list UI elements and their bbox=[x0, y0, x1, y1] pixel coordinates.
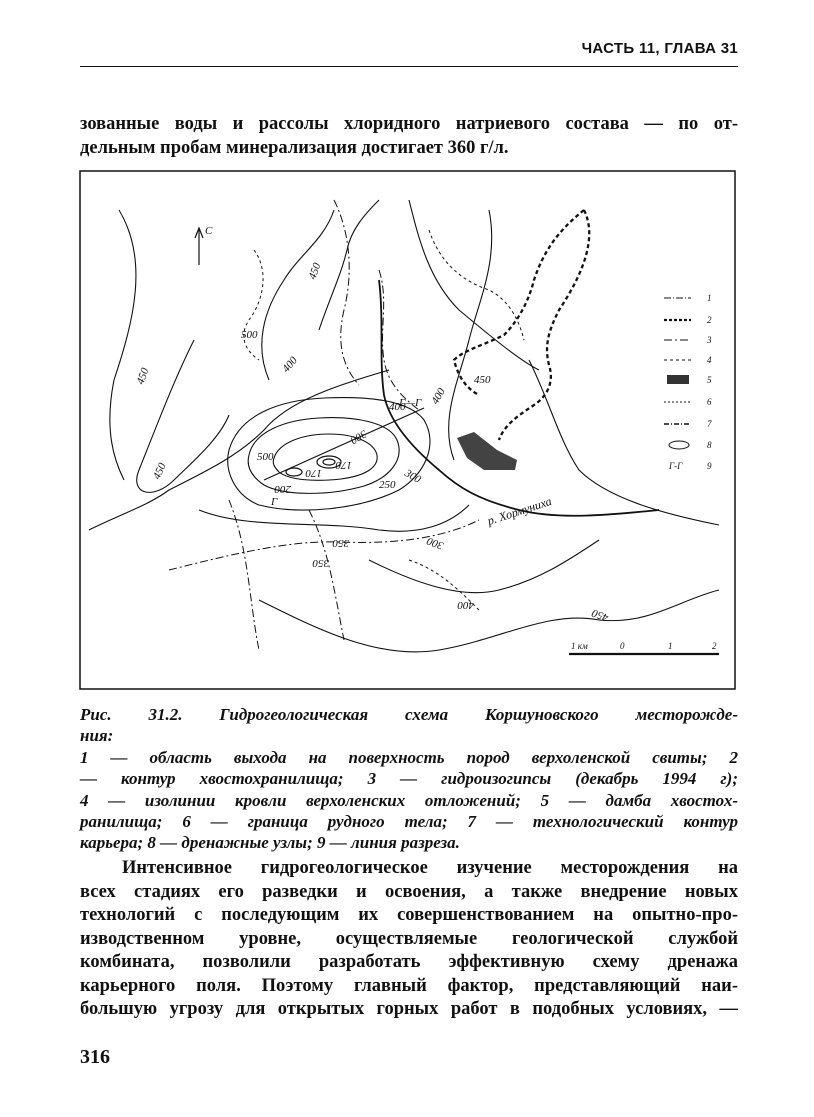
legend-item bbox=[664, 419, 712, 429]
contour-label: 500 bbox=[241, 329, 258, 341]
text-line: изводственном уровне, осуществляемые геологической службой bbox=[80, 928, 738, 949]
intro-paragraph bbox=[80, 113, 738, 160]
roof-isoline bbox=[244, 250, 263, 360]
caption-line: ния: bbox=[80, 726, 114, 746]
caption-line: карьера; 8 — дренажные узлы; 9 — линия разреза. bbox=[80, 833, 460, 853]
contour-line bbox=[110, 210, 136, 480]
contour-label: 450 bbox=[590, 606, 611, 624]
drainage-node bbox=[286, 468, 302, 476]
contour-label: 500 bbox=[257, 451, 274, 463]
legend-item bbox=[668, 461, 712, 471]
hydrogeological-map-figure bbox=[79, 170, 736, 690]
contour-line bbox=[449, 210, 492, 460]
contour-label: 400 bbox=[457, 599, 474, 611]
dam-hatch-area bbox=[457, 432, 517, 470]
legend-item bbox=[667, 375, 712, 385]
contour-line bbox=[199, 505, 469, 531]
contour-line bbox=[529, 360, 719, 525]
tailings-pond-contour bbox=[454, 210, 589, 440]
caption-line: — контур хвостохранилища; 3 — гидроизогипсы (декабрь 1994 г); bbox=[80, 769, 738, 789]
page-number: 316 bbox=[80, 1046, 110, 1068]
contour-label: 350 bbox=[312, 557, 329, 569]
tailings-dam bbox=[457, 432, 517, 470]
text-line: комбината, позволили разработать эффективную схему дренажа bbox=[80, 952, 738, 972]
tailings-contour-line bbox=[499, 210, 589, 440]
contour-value-labels bbox=[135, 261, 610, 624]
contour-label: 200 bbox=[274, 483, 291, 495]
contour-label: 300 bbox=[348, 427, 369, 447]
legend-number: 5 bbox=[707, 375, 712, 385]
contour-line bbox=[369, 540, 599, 593]
legend-number: 3 bbox=[707, 335, 712, 345]
groundwater-isohypses bbox=[169, 200, 479, 650]
legend-number: 9 bbox=[707, 461, 712, 471]
scale-bar bbox=[569, 641, 719, 654]
river-label: р. Хормуниха bbox=[485, 493, 554, 528]
text-line: Интенсивное гидрогеологическое изучение месторождения на bbox=[122, 858, 738, 878]
text-line: технологий с последующим их совершенствованием на опытно-про- bbox=[80, 905, 738, 925]
text-line: зованные воды и рассолы хлоридного натриевого состава — по от- bbox=[80, 114, 738, 134]
legend-symbol bbox=[667, 375, 689, 384]
north-arrow bbox=[195, 225, 213, 265]
north-label: С bbox=[205, 225, 213, 237]
drainage-node bbox=[323, 459, 335, 465]
running-head: ЧАСТЬ 11, ГЛАВА 31 bbox=[581, 40, 738, 57]
map-frame bbox=[80, 171, 735, 689]
legend-symbol-text: Г-Г bbox=[669, 461, 683, 471]
caption-line: ранилища; 6 — граница рудного тела; 7 — технологический контур bbox=[80, 812, 738, 832]
legend-number: 1 bbox=[707, 293, 712, 303]
text-line: карьерного поля. Поэтому главный фактор, представляющий наи- bbox=[80, 975, 738, 996]
scale-unit: 1 км bbox=[571, 641, 588, 651]
contour-label: 450 bbox=[306, 261, 324, 282]
figure-caption bbox=[80, 704, 738, 854]
contour-label: 300 bbox=[425, 534, 446, 552]
legend-item bbox=[664, 355, 712, 365]
legend-item bbox=[664, 315, 712, 325]
legend-item bbox=[664, 397, 712, 407]
contour-line bbox=[134, 340, 229, 492]
caption-line: 4 — изолинии кровли верхоленских отложений; 5 — дамба хвостох- bbox=[80, 790, 738, 810]
contour-label: 250 bbox=[379, 479, 396, 491]
contour-line bbox=[262, 210, 334, 380]
isohypse-line bbox=[379, 270, 419, 410]
caption-line: 1 — область выхода на поверхность пород верхоленской свиты; 2 bbox=[80, 747, 738, 767]
text-line: всех стадиях его разведки и освоения, а также внедрение новых bbox=[80, 881, 738, 902]
legend-symbol bbox=[669, 441, 689, 449]
scale-tick: 2 bbox=[712, 641, 717, 651]
contour-label: 400 bbox=[429, 386, 448, 407]
map-drawing bbox=[79, 170, 736, 690]
contour-line bbox=[89, 370, 389, 530]
cut-line-label: Г—Г bbox=[399, 397, 422, 409]
header-rule bbox=[80, 66, 738, 67]
contour-label: 400 bbox=[389, 401, 406, 413]
roof-isoline bbox=[429, 230, 524, 340]
cut-line-label: Г bbox=[271, 496, 278, 508]
scale-tick: 1 bbox=[668, 641, 673, 651]
legend-number: 6 bbox=[707, 397, 712, 407]
contour-label: 170 bbox=[305, 467, 322, 479]
contour-label: 450 bbox=[474, 374, 491, 386]
text-line: большую угрозу для открытых горных работ в подобных условиях, — bbox=[80, 999, 738, 1019]
isohypse-line bbox=[309, 510, 344, 640]
legend-number: 4 bbox=[707, 355, 712, 365]
scale-tick: 0 bbox=[620, 641, 625, 651]
contour-label: 300 bbox=[402, 467, 423, 486]
contour-lines bbox=[89, 200, 719, 652]
legend bbox=[664, 293, 712, 471]
legend-item bbox=[664, 335, 712, 345]
contour-label: 450 bbox=[134, 366, 152, 387]
legend-number: 7 bbox=[707, 419, 712, 429]
contour-label: 400 bbox=[280, 354, 300, 375]
contour-label: 170 bbox=[335, 459, 352, 471]
contour-line bbox=[409, 200, 539, 370]
contour-line bbox=[259, 590, 719, 652]
legend-number: 8 bbox=[707, 440, 712, 450]
text-line: дельным пробам минерализация достигает 360 г/л. bbox=[80, 137, 509, 158]
isohypse-line bbox=[229, 500, 259, 650]
legend-item bbox=[669, 440, 712, 450]
contour-label: 350 bbox=[332, 537, 349, 549]
legend-item bbox=[664, 293, 712, 303]
roof-isolines bbox=[244, 230, 524, 610]
caption-line: Рис. 31.2. Гидрогеологическая схема Коршуновского месторожде- bbox=[80, 705, 738, 724]
legend-number: 2 bbox=[707, 315, 712, 325]
contour-label: 450 bbox=[150, 461, 169, 482]
body-paragraph bbox=[80, 857, 738, 1022]
